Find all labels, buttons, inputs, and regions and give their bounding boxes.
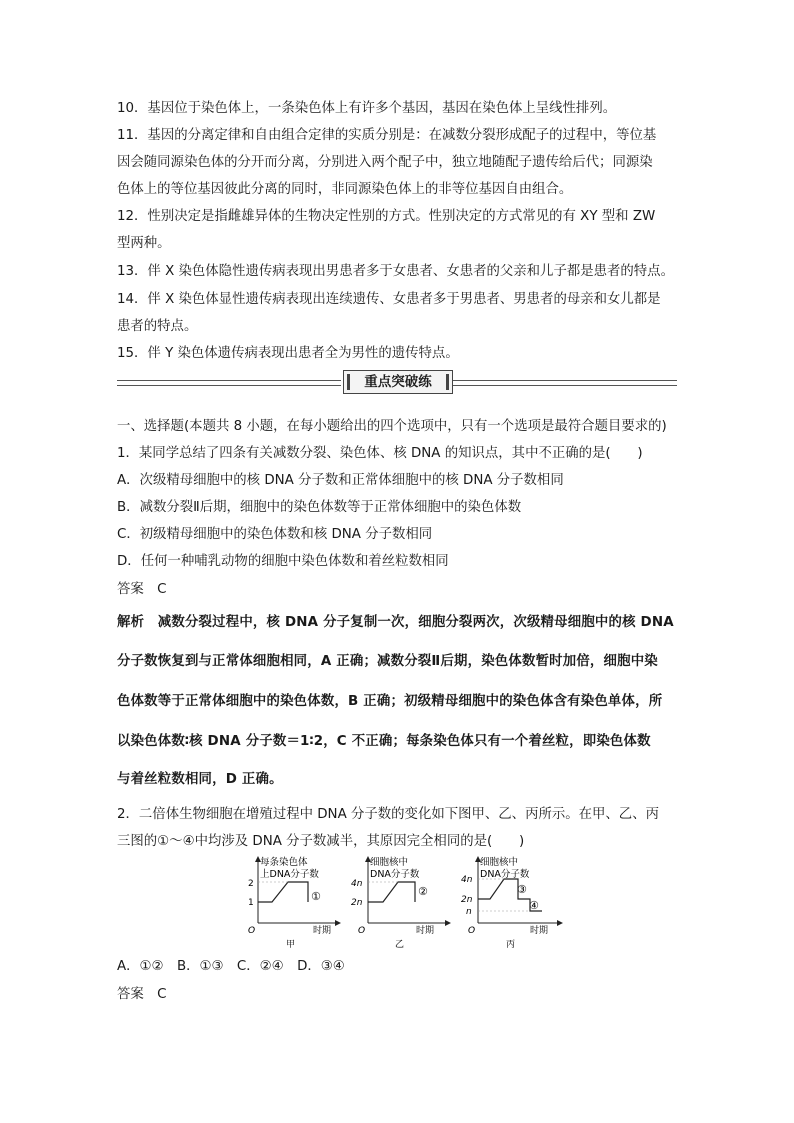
yi-origin: O: [358, 926, 366, 936]
knowledge-point-14-l2: 患者的特点。: [117, 319, 198, 334]
divider-rule-left: [117, 380, 341, 386]
jia-curve: [258, 882, 308, 902]
q2-options: A．①② B．①③ C．②④ D．③④: [117, 959, 345, 974]
q1-answer: 答案 C: [117, 582, 167, 597]
q2-stem-l2: 三图的①～④中均涉及 DNA 分子数减半，其原因完全相同的是( ): [117, 834, 525, 849]
yi-mark: ②: [418, 885, 428, 898]
bing-tick-4n: 4n: [461, 875, 473, 885]
knowledge-point-15: 15．伴 Y 染色体遗传病表现出患者全为男性的遗传特点。: [117, 346, 459, 361]
q1-analysis-l1: 解析 减数分裂过程中，核 DNA 分子复制一次，细胞分裂两次，次级精母细胞中的核 DNA: [117, 615, 674, 630]
q1-option-a: A．次级精母细胞中的核 DNA 分子数和正常体细胞中的核 DNA 分子数相同: [117, 473, 564, 488]
bing-caption: 丙: [506, 940, 516, 950]
figure-yi: [351, 856, 450, 950]
knowledge-point-11-l3: 色体上的等位基因彼此分离的同时，非同源染色体上的非等位基因自由组合。: [117, 182, 573, 197]
divider-rule-right: [453, 380, 677, 386]
yi-ylabel-1: 细胞核中: [370, 857, 409, 868]
knowledge-point-12-l2: 型两种。: [117, 236, 171, 251]
jia-xlabel: 时期: [313, 926, 332, 936]
knowledge-point-13: 13．伴 X 染色体隐性遗传病表现出男患者多于女患者、女患者的父亲和儿子都是患者的特点。: [117, 264, 674, 279]
knowledge-point-12-l1: 12．性别决定是指雌雄异体的生物决定性别的方式。性别决定的方式常见的有 XY 型和 ZW: [117, 209, 656, 224]
bing-ylabel-2: DNA分子数: [480, 869, 530, 880]
jia-tick-1: 1: [248, 898, 254, 908]
q2-figures: [240, 853, 570, 953]
jia-ylabel-1: 每条染色体: [260, 857, 308, 868]
q1-option-d: D．任何一种哺乳动物的细胞中染色体数和着丝粒数相同: [117, 554, 449, 569]
knowledge-point-14-l1: 14．伴 X 染色体显性遗传病表现出连续遗传、女患者多于男患者、男患者的母亲和女儿都是: [117, 292, 661, 307]
yi-caption: 乙: [395, 940, 405, 950]
bing-mark-4: ④: [529, 899, 539, 912]
q1-analysis-l5: 与着丝粒数相同，D 正确。: [117, 772, 283, 787]
jia-ylabel-2: 上DNA分子数: [260, 869, 319, 880]
bing-tick-n: n: [466, 907, 472, 917]
bing-ylabel-1: 细胞核中: [480, 857, 519, 868]
q1-analysis-l4: 以染色体数∶核 DNA 分子数＝1∶2，C 不正确；每条染色体只有一个着丝粒，即染色体数: [117, 734, 651, 749]
figure-bing: [461, 856, 562, 950]
section-intro: 一、选择题(本题共 8 小题，在每小题给出的四个选项中，只有一个选项是最符合题目要求的): [117, 419, 667, 434]
q1-analysis-l2: 分子数恢复到与正常体细胞相同，A 正确；减数分裂Ⅱ后期，染色体数暂时加倍，细胞中染: [117, 654, 658, 669]
section-divider: [117, 370, 677, 394]
q2-answer: 答案 C: [117, 987, 167, 1002]
figure-jia: [248, 856, 340, 950]
q1-analysis-l3: 色体数等于正常体细胞中的染色体数，B 正确；初级精母细胞中的染色体含有染色单体，所: [117, 694, 663, 709]
knowledge-point-10: 10．基因位于染色体上，一条染色体上有许多个基因，基因在染色体上呈线性排列。: [117, 101, 617, 116]
section-tag: 重点突破练: [343, 370, 453, 394]
bing-origin: O: [468, 926, 476, 936]
knowledge-point-11-l1: 11．基因的分离定律和自由组合定律的实质分别是：在减数分裂形成配子的过程中，等位基: [117, 128, 657, 143]
q1-stem: 1．某同学总结了四条有关减数分裂、染色体、核 DNA 的知识点，其中不正确的是( ): [117, 446, 643, 461]
yi-tick-4n: 4n: [351, 879, 363, 889]
knowledge-point-11-l2: 因会随同源染色体的分开而分离，分别进入两个配子中，独立地随配子遗传给后代；同源染: [117, 155, 653, 170]
bing-xlabel: 时期: [530, 926, 549, 936]
q1-option-b: B．减数分裂Ⅱ后期，细胞中的染色体数等于正常体细胞中的染色体数: [117, 500, 522, 515]
bing-tick-2n: 2n: [461, 895, 473, 905]
yi-ylabel-2: DNA分子数: [370, 869, 420, 880]
bing-mark-3: ③: [517, 883, 527, 896]
yi-curve: [368, 882, 415, 902]
yi-tick-2n: 2n: [351, 898, 363, 908]
q1-option-c: C．初级精母细胞中的染色体数和核 DNA 分子数相同: [117, 527, 433, 542]
q2-stem-l1: 2．二倍体生物细胞在增殖过程中 DNA 分子数的变化如下图甲、乙、丙所示。在甲、乙、丙: [117, 807, 659, 822]
jia-mark: ①: [311, 890, 321, 903]
jia-origin: O: [248, 926, 256, 936]
yi-xlabel: 时期: [416, 926, 435, 936]
jia-tick-2: 2: [248, 879, 254, 889]
jia-caption: 甲: [286, 940, 296, 950]
